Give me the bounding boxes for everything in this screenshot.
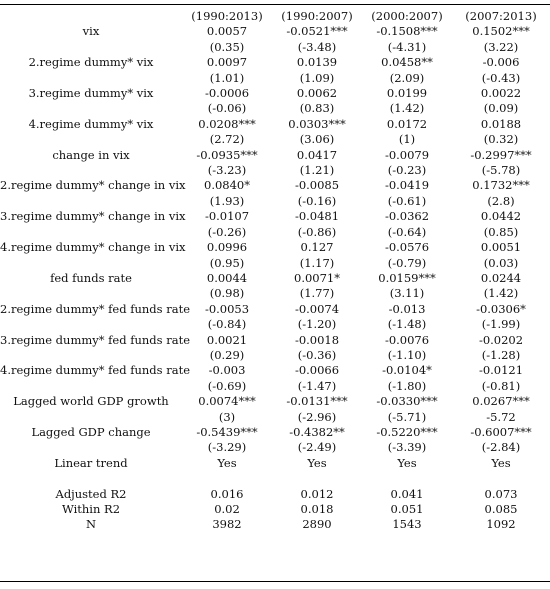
tstat-cell: (-5.71) [387, 409, 427, 424]
tstat-cell: (0.98) [209, 286, 245, 301]
tstat-row [0, 163, 550, 178]
tstat-cell: (-1.20) [297, 317, 337, 332]
variable-label: Lagged GDP change [31, 424, 151, 439]
tstat-row [0, 256, 550, 271]
value-cell: -0.0018 [294, 332, 340, 347]
value-cell: 0.0199 [386, 86, 428, 101]
tstat-label-blank [0, 163, 182, 178]
coefficient-row [0, 24, 550, 39]
tstat-row [0, 132, 550, 147]
tstat-row [0, 379, 550, 394]
tstat-label-blank [0, 194, 182, 209]
value-cell: 0.1502*** [472, 24, 530, 39]
value-cell: -0.0202 [478, 332, 524, 347]
value-cell: 0.0442 [480, 209, 522, 224]
tstat-cell: (0.85) [483, 224, 519, 239]
value-cell: 0.0172 [386, 116, 428, 131]
tstat-cell: (-0.79) [387, 255, 427, 270]
tstat-cell: (-1.48) [387, 317, 427, 332]
value-cell: 0.0057 [206, 24, 248, 39]
value-cell: -0.0306* [476, 301, 526, 316]
value-cell: -0.006 [482, 55, 520, 70]
value-cell: -0.0053 [204, 301, 250, 316]
coefficient-row [0, 178, 550, 193]
value-cell: -0.6007*** [470, 424, 532, 439]
tstat-cell: (-0.16) [297, 193, 337, 208]
value-cell: 0.018 [300, 501, 334, 516]
value-cell: -0.0935*** [196, 147, 258, 162]
stat-row [0, 502, 550, 517]
value-cell: -0.0481 [294, 209, 340, 224]
value-cell: 0.0303*** [288, 116, 346, 131]
value-cell: 0.0022 [480, 86, 522, 101]
value-cell: -0.4382** [289, 424, 345, 439]
coefficient-row [0, 86, 550, 101]
tstat-cell: (0.32) [483, 132, 519, 147]
value-cell: -0.5439*** [196, 424, 258, 439]
tstat-cell: (1.42) [483, 286, 519, 301]
tstat-row [0, 410, 550, 425]
value-cell: -0.0576 [384, 240, 430, 255]
value-cell: 0.0071* [294, 270, 340, 285]
coefficient-row [0, 425, 550, 440]
trend-label: Linear trend [54, 455, 128, 470]
tstat-cell: (-0.23) [387, 163, 427, 178]
tstat-row [0, 40, 550, 55]
trend-row [0, 456, 550, 471]
spacer-cell [272, 471, 362, 486]
variable-label: 2.regime dummy* fed funds rate [0, 301, 191, 316]
tstat-cell: (-0.64) [387, 224, 427, 239]
value-cell: -0.0107 [204, 209, 250, 224]
coefficient-row [0, 209, 550, 224]
value-cell: Yes [397, 455, 417, 470]
tstat-cell: (1.77) [299, 286, 335, 301]
regression-table-body [0, 9, 550, 533]
value-cell: -0.0079 [384, 147, 430, 162]
tstat-cell: (-0.84) [207, 317, 247, 332]
value-cell: 0.012 [300, 486, 334, 501]
tstat-cell: (-2.49) [297, 440, 337, 455]
tstat-cell: (1.21) [299, 163, 335, 178]
stat-label: Within R2 [61, 501, 121, 516]
tstat-cell: (-0.61) [387, 193, 427, 208]
value-cell: -0.0076 [384, 332, 430, 347]
coefficient-row [0, 240, 550, 255]
value-cell: 0.0840* [204, 178, 250, 193]
tstat-label-blank [0, 379, 182, 394]
variable-label: 2.regime dummy* vix [28, 55, 154, 70]
tstat-cell: (-3.29) [207, 440, 247, 455]
tstat-cell: (0.29) [209, 347, 245, 362]
value-cell: 0.0267*** [472, 394, 530, 409]
tstat-row [0, 440, 550, 455]
value-cell: 0.0097 [206, 55, 248, 70]
value-cell: 0.0244 [480, 270, 522, 285]
tstat-label-blank [0, 440, 182, 455]
coefficient-row [0, 394, 550, 409]
value-cell: -0.5220*** [376, 424, 438, 439]
value-cell: 0.0051 [480, 240, 522, 255]
value-cell: 1092 [486, 517, 516, 532]
tstat-label-blank [0, 317, 182, 332]
tstat-cell: (-3.23) [207, 163, 247, 178]
tstat-row [0, 286, 550, 301]
value-cell: 3982 [212, 517, 242, 532]
tstat-cell: (3) [218, 409, 236, 424]
value-cell: -0.0006 [204, 86, 250, 101]
stat-row [0, 487, 550, 502]
tstat-cell: (0.03) [483, 255, 519, 270]
value-cell: 0.041 [390, 486, 424, 501]
tstat-row [0, 317, 550, 332]
tstat-cell: (1.09) [299, 70, 335, 85]
value-cell: -0.013 [388, 301, 426, 316]
value-cell: 0.073 [484, 486, 518, 501]
variable-label: 3.regime dummy* fed funds rate [0, 332, 191, 347]
value-cell: -0.0085 [294, 178, 340, 193]
value-cell: 0.0996 [206, 240, 248, 255]
tstat-cell: (0.35) [209, 39, 245, 54]
tstat-cell: (-1.80) [387, 378, 427, 393]
value-cell: 0.0417 [296, 147, 338, 162]
tstat-cell: (-0.81) [481, 378, 521, 393]
value-cell: -0.0419 [384, 178, 430, 193]
coefficient-row [0, 55, 550, 70]
value-cell: 0.0074*** [198, 394, 256, 409]
tstat-row [0, 348, 550, 363]
tstat-row [0, 194, 550, 209]
tstat-cell: (2.09) [389, 70, 425, 85]
tstat-cell: (-1.47) [297, 378, 337, 393]
value-cell: 0.016 [210, 486, 244, 501]
tstat-cell: (-4.31) [387, 39, 427, 54]
column-header: (1990:2013) [191, 9, 263, 23]
value-cell: -0.0104* [382, 363, 432, 378]
variable-label: 4.regime dummy* change in vix [0, 240, 186, 255]
tstat-label-blank [0, 101, 182, 116]
tstat-cell: (1.42) [389, 101, 425, 116]
tstat-cell: (-0.26) [207, 224, 247, 239]
tstat-cell: (3.11) [389, 286, 425, 301]
tstat-cell: (-3.39) [387, 440, 427, 455]
tstat-cell: (0.95) [209, 255, 245, 270]
tstat-cell: (1.01) [209, 70, 245, 85]
value-cell: Yes [307, 455, 327, 470]
tstat-cell: (0.09) [483, 101, 519, 116]
coefficient-row [0, 271, 550, 286]
tstat-label-blank [0, 410, 182, 425]
tstat-label-blank [0, 71, 182, 86]
variable-label: Lagged world GDP growth [13, 394, 169, 409]
tstat-cell: (1) [398, 132, 416, 147]
variable-label: 2.regime dummy* change in vix [0, 178, 186, 193]
tstat-row [0, 225, 550, 240]
value-cell: 0.0208*** [198, 116, 256, 131]
variable-label: vix [82, 24, 100, 39]
value-cell: 2890 [302, 517, 332, 532]
tstat-cell: (-0.06) [207, 101, 247, 116]
tstat-cell: (2.72) [209, 132, 245, 147]
tstat-cell: (-0.43) [481, 70, 521, 85]
tstat-label-blank [0, 256, 182, 271]
regression-table [0, 9, 550, 533]
value-cell: 0.02 [214, 501, 240, 516]
value-cell: -0.003 [208, 363, 246, 378]
value-cell: 0.085 [484, 501, 518, 516]
tstat-cell: (-2.96) [297, 409, 337, 424]
tstat-label-blank [0, 225, 182, 240]
variable-label: 3.regime dummy* vix [28, 86, 154, 101]
tstat-cell: (0.83) [299, 101, 335, 116]
tstat-label-blank [0, 132, 182, 147]
tstat-cell: (-1.28) [481, 347, 521, 362]
tstat-cell: (-2.84) [481, 440, 521, 455]
value-cell: 0.0021 [206, 332, 248, 347]
value-cell: 0.0188 [480, 116, 522, 131]
tstat-row [0, 71, 550, 86]
tstat-cell: (3.06) [299, 132, 335, 147]
coefficient-row [0, 302, 550, 317]
tstat-cell: (1.93) [209, 193, 245, 208]
stat-label: N [85, 517, 97, 532]
bottom-rule [0, 581, 550, 582]
tstat-label-blank [0, 40, 182, 55]
tstat-cell: (-1.99) [481, 317, 521, 332]
tstat-cell: (-3.48) [297, 39, 337, 54]
tstat-cell: (-0.69) [207, 378, 247, 393]
spacer-cell [362, 471, 452, 486]
value-cell: 0.0139 [296, 55, 338, 70]
value-cell: 0.0159*** [378, 270, 436, 285]
spacer-cell [182, 471, 272, 486]
coefficient-row [0, 363, 550, 378]
value-cell: -0.0066 [294, 363, 340, 378]
value-cell: 0.051 [390, 501, 424, 516]
stat-row [0, 517, 550, 532]
value-cell: 0.127 [300, 240, 334, 255]
coefficient-row [0, 333, 550, 348]
tstat-cell: (1.17) [299, 255, 335, 270]
spacer-cell [452, 471, 550, 486]
top-rule [0, 4, 550, 5]
coefficient-row [0, 148, 550, 163]
tstat-cell: (-0.36) [297, 347, 337, 362]
tstat-cell: (3.22) [483, 39, 519, 54]
coefficient-row [0, 117, 550, 132]
spacer-cell [0, 471, 182, 486]
value-cell: -0.0121 [478, 363, 524, 378]
value-cell: Yes [217, 455, 237, 470]
variable-label: change in vix [52, 147, 130, 162]
tstat-cell: (-5.78) [481, 163, 521, 178]
value-cell: Yes [491, 455, 511, 470]
tstat-cell: -5.72 [486, 409, 516, 424]
value-cell: -0.0074 [294, 301, 340, 316]
value-cell: -0.0330*** [376, 394, 438, 409]
variable-label: fed funds rate [50, 270, 132, 285]
column-header: (1990:2007) [281, 9, 353, 23]
tstat-label-blank [0, 348, 182, 363]
variable-label: 4.regime dummy* fed funds rate [0, 363, 191, 378]
value-cell: 0.0062 [296, 86, 338, 101]
tstat-row [0, 101, 550, 116]
value-cell: -0.2997*** [470, 147, 532, 162]
header-corner [0, 9, 182, 24]
value-cell: 0.1732*** [472, 178, 530, 193]
tstat-cell: (-0.86) [297, 224, 337, 239]
value-cell: 0.0458** [381, 55, 433, 70]
value-cell: -0.0521*** [286, 24, 348, 39]
column-header: (2000:2007) [371, 9, 443, 23]
header-row [0, 9, 550, 24]
value-cell: -0.1508*** [376, 24, 438, 39]
tstat-cell: (-1.10) [387, 347, 427, 362]
tstat-cell: (2.8) [487, 193, 515, 208]
variable-label: 3.regime dummy* change in vix [0, 209, 186, 224]
value-cell: -0.0131*** [286, 394, 348, 409]
value-cell: 0.0044 [206, 270, 248, 285]
column-header: (2007:2013) [465, 9, 537, 23]
value-cell: 1543 [392, 517, 422, 532]
variable-label: 4.regime dummy* vix [28, 116, 154, 131]
stat-label: Adjusted R2 [55, 486, 127, 501]
value-cell: -0.0362 [384, 209, 430, 224]
tstat-label-blank [0, 286, 182, 301]
spacer-row [0, 471, 550, 486]
